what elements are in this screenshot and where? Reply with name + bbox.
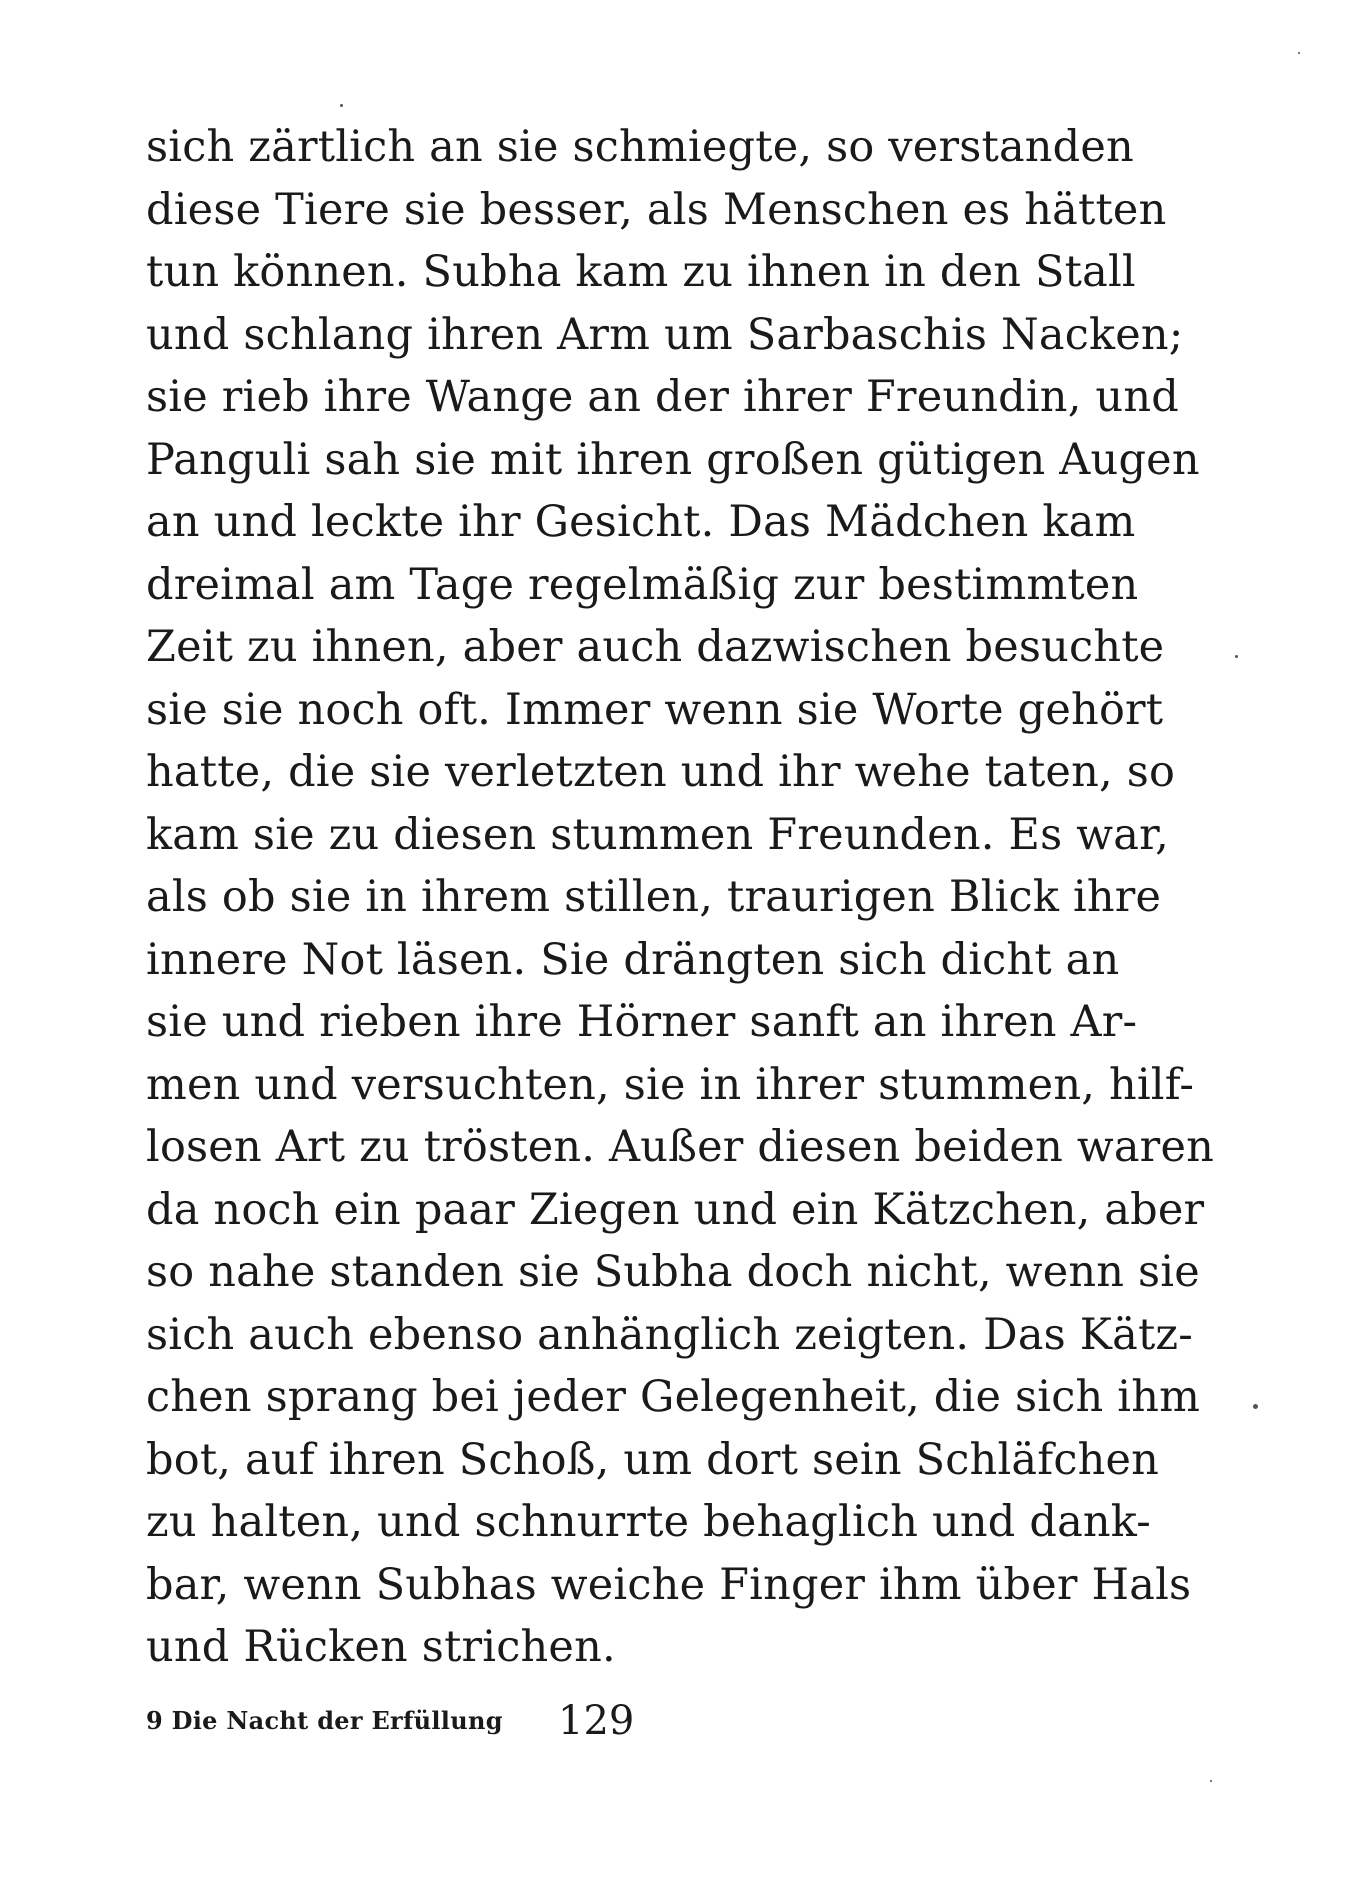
text-line: zu halten, und schnurrte behaglich und dank-	[146, 1497, 1152, 1547]
text-line: hatte, die sie verletzten und ihr wehe taten, so	[146, 747, 1176, 797]
text-line: diese Tiere sie besser, als Menschen es hätten	[146, 184, 1167, 235]
scan-speck	[1210, 1780, 1212, 1782]
text-line: so nahe standen sie Subha doch nicht, wenn sie	[146, 1247, 1200, 1297]
text-line: chen sprang bei jeder Gelegenheit, die sich ihm	[146, 1372, 1201, 1422]
text-line: sie rieb ihre Wange an der ihrer Freundin, und	[146, 372, 1179, 422]
page-footer	[146, 1698, 746, 1748]
text-line: bot, auf ihren Schoß, um dort sein Schläfchen	[146, 1434, 1160, 1485]
text-line: da noch ein paar Ziegen und ein Kätzchen, aber	[146, 1184, 1205, 1235]
text-line: und schlang ihren Arm um Sarbaschis Nacken;	[146, 309, 1184, 360]
text-line: sich auch ebenso anhänglich zeigten. Das Kätz-	[146, 1309, 1194, 1360]
text-line: bar, wenn Subhas weiche Finger ihm über Hals	[146, 1559, 1192, 1610]
text-line: men und versuchten, sie in ihrer stummen, hilf-	[146, 1059, 1195, 1110]
body-text	[146, 116, 1214, 1679]
text-line: sie und rieben ihre Hörner sanft an ihren Ar-	[146, 997, 1138, 1047]
text-line: als ob sie in ihrem stillen, traurigen Blick ihre	[146, 872, 1162, 922]
scan-speck	[1235, 655, 1238, 658]
text-line: sie sie noch oft. Immer wenn sie Worte gehört	[146, 684, 1164, 735]
scan-speck	[1253, 1404, 1258, 1409]
text-line: losen Art zu trösten. Außer diesen beiden waren	[146, 1122, 1214, 1172]
text-line: dreimal am Tage regelmäßig zur bestimmten	[146, 559, 1139, 610]
text-line: kam sie zu diesen stummen Freunden. Es war,	[146, 809, 1169, 860]
text-line: innere Not läsen. Sie drängten sich dicht an	[146, 934, 1120, 985]
text-line: tun können. Subha kam zu ihnen in den Stall	[146, 247, 1136, 297]
text-line: Panguli sah sie mit ihren großen gütigen Augen	[146, 434, 1200, 485]
scan-speck	[340, 104, 343, 107]
scan-speck	[1298, 52, 1300, 54]
text-line: an und leckte ihr Gesicht. Das Mädchen kam	[146, 497, 1136, 547]
text-line-last: und Rücken strichen.	[146, 1622, 616, 1672]
text-line: Zeit zu ihnen, aber auch dazwischen besuchte	[146, 622, 1165, 672]
page-number: 129	[558, 1698, 635, 1744]
signature-mark: 9 Die Nacht der Erfüllung	[146, 1706, 503, 1735]
text-line: sich zärtlich an sie schmiegte, so verstanden	[146, 122, 1134, 172]
